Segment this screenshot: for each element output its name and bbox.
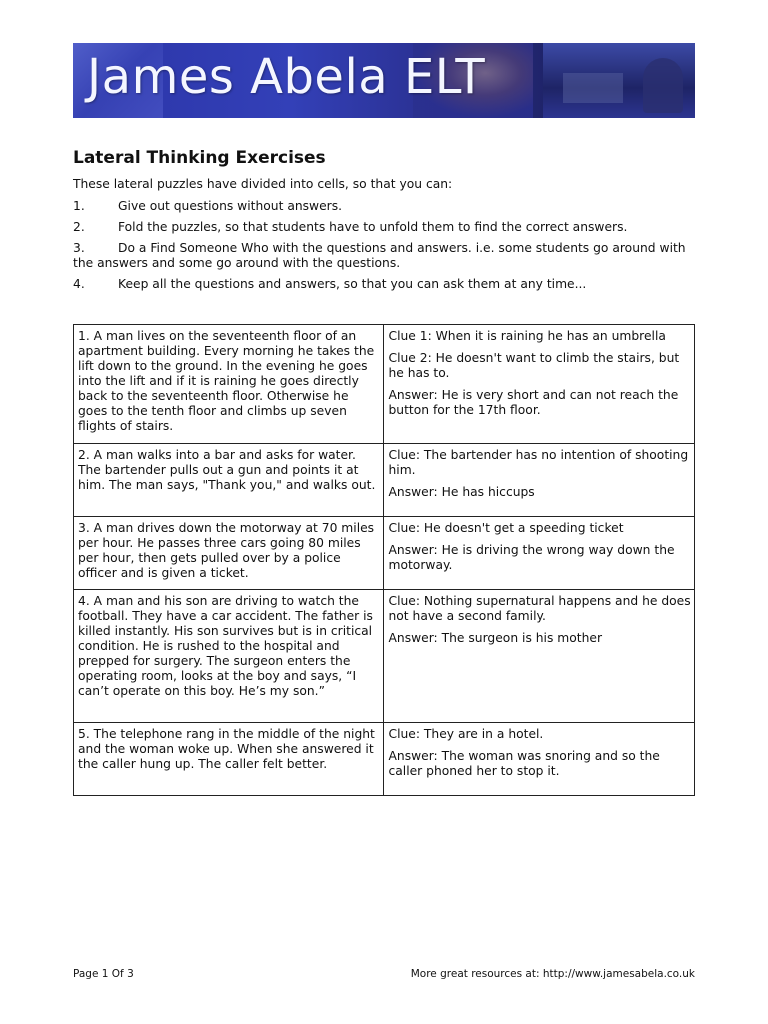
list-item-text: Give out questions without answers. <box>118 199 343 213</box>
answer-text: Answer: He is very short and can not reach the button for the 17th floor. <box>388 388 679 417</box>
puzzle-answer-cell <box>384 444 695 517</box>
clue-text: Clue: They are in a hotel. <box>388 727 544 741</box>
list-item <box>73 241 695 271</box>
puzzle-question: 3. A man drives down the motorway at 70 miles per hour. He passes three cars going 80 miles per hour, then gets pulled over by a police officer and is given a ticket. <box>74 517 384 590</box>
list-item-text: Keep all the questions and answers, so that you can ask them at any time... <box>118 277 587 291</box>
banner-title: James Abela ELT <box>87 49 486 105</box>
list-item-text: Do a Find Someone Who with the questions and answers. i.e. some students go around with the answers and some go around with the questions. <box>73 241 686 270</box>
puzzle-question: 2. A man walks into a bar and asks for water. The bartender pulls out a gun and points it at him. The man says, "Thank you," and walks out. <box>74 444 384 517</box>
puzzle-answer-cell <box>384 590 695 723</box>
clue-text: Clue: The bartender has no intention of shooting him. <box>388 448 689 477</box>
page-number: Page 1 Of 3 <box>73 968 134 980</box>
intro-text: These lateral puzzles have divided into cells, so that you can: <box>73 177 453 191</box>
list-item-number: 2. <box>73 220 85 234</box>
header-banner <box>73 43 695 118</box>
page-title: Lateral Thinking Exercises <box>73 148 326 168</box>
list-item-number: 3. <box>73 241 85 255</box>
puzzle-table <box>73 324 695 796</box>
footer-resources-link: More great resources at: http://www.jamesabela.co.uk <box>410 968 695 980</box>
table-row <box>74 590 695 723</box>
answer-text: Answer: He has hiccups <box>388 485 535 499</box>
table-row <box>74 325 695 444</box>
answer-text: Answer: The woman was snoring and so the caller phoned her to stop it. <box>388 749 660 778</box>
clue-text: Clue 1: When it is raining he has an umbrella <box>388 329 666 343</box>
puzzle-answer-cell <box>384 325 695 444</box>
banner-photo-right <box>543 43 695 118</box>
clue-text: Clue: He doesn't get a speeding ticket <box>388 521 624 535</box>
answer-text: Answer: He is driving the wrong way down the motorway. <box>388 543 675 572</box>
list-item <box>73 277 695 292</box>
clue-text: Clue 2: He doesn't want to climb the stairs, but he has to. <box>388 351 680 380</box>
puzzle-answer-cell <box>384 517 695 590</box>
list-item-number: 4. <box>73 277 85 291</box>
table-row <box>74 723 695 796</box>
puzzle-question: 1. A man lives on the seventeenth floor of an apartment building. Every morning he takes the lift down to the ground. In the evening he goes into the lift and if it is raining he goes directly back to the seventeenth floor. Otherwise he goes to the tenth floor and climbs up seven flights of stairs. <box>74 325 384 444</box>
table-row <box>74 517 695 590</box>
clue-text: Clue: Nothing supernatural happens and he does not have a second family. <box>388 594 691 623</box>
answer-text: Answer: The surgeon is his mother <box>388 631 603 645</box>
intro-section <box>73 177 695 298</box>
list-item-number: 1. <box>73 199 85 213</box>
list-item <box>73 199 695 214</box>
table-row <box>74 444 695 517</box>
list-item-text: Fold the puzzles, so that students have to unfold them to find the correct answers. <box>118 220 628 234</box>
puzzle-answer-cell <box>384 723 695 796</box>
puzzle-question: 5. The telephone rang in the middle of the night and the woman woke up. When she answered it the caller hung up. The caller felt better. <box>74 723 384 796</box>
list-item <box>73 220 695 235</box>
puzzle-question: 4. A man and his son are driving to watch the football. They have a car accident. The father is killed instantly. His son survives but is in critical condition. He is rushed to the hospital and prepped for surgery. The surgeon enters the operating room, looks at the boy and says, “I can’t operate on this boy. He’s my son.” <box>74 590 384 723</box>
